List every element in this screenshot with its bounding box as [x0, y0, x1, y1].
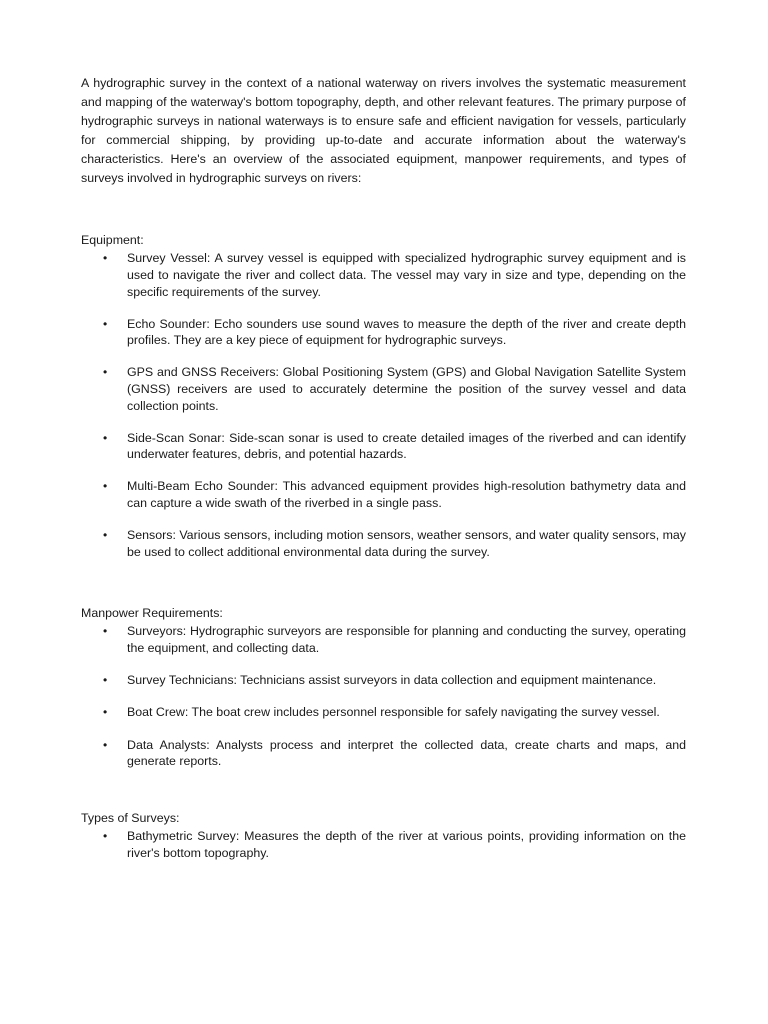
list-item-text: Echo Sounder: Echo sounders use sound waves to measure the depth of the river and create depth profiles. They are a key piece of equipment for hydrographic surveys. — [127, 316, 686, 348]
list-item-text: Survey Technicians: Technicians assist surveyors in data collection and equipment maintenance. — [127, 673, 657, 688]
list-item-text: Sensors: Various sensors, including motion sensors, weather sensors, and water quality sensors, may be used to collect additional environmental data during the survey. — [127, 527, 686, 559]
bullet-icon: • — [103, 316, 108, 331]
intro-paragraph: A hydrographic survey in the context of a national waterway on rivers involves the systematic measurement and mapping of the waterway's bottom topography, depth, and other relevant features. The primary purpose of hydrographic surveys in national waterways is to ensure safe and efficient navigation for vessels, particularly for commercial shipping, by providing up-to-date and accurate information about the waterway's characteristics. Here's an overview of the associated equipment, manpower requirements, and types of surveys involved in hydrographic surveys on rivers: — [81, 76, 686, 185]
list-item-text: Survey Vessel: A survey vessel is equipped with specialized hydrographic survey equipment and is used to navigate the river and collect data. The vessel may vary in size and type, depending on the specific requirements of the survey. — [127, 251, 686, 299]
list-item — [81, 737, 686, 770]
list-item — [81, 364, 686, 414]
list-item-text: Bathymetric Survey: Measures the depth of the river at various points, providing information on the river's bottom topography. — [127, 828, 686, 860]
list-item — [81, 527, 686, 560]
bullet-icon: • — [103, 430, 108, 445]
bullet-icon: • — [103, 624, 108, 639]
bullet-icon: • — [103, 737, 108, 752]
list-item — [81, 672, 686, 689]
list-item-text: GPS and GNSS Receivers: Global Positioning System (GPS) and Global Navigation Satellite System (GNSS) receivers are used to accurately determine the position of the survey vessel and data collection points. — [127, 365, 686, 413]
bullet-icon: • — [103, 251, 108, 266]
list-item — [81, 316, 686, 349]
list-item — [81, 704, 686, 721]
bullet-icon: • — [103, 365, 108, 380]
bullet-icon: • — [103, 527, 108, 542]
types-list — [81, 828, 686, 861]
list-item — [81, 250, 686, 300]
list-item-text: Side-Scan Sonar: Side-scan sonar is used to create detailed images of the riverbed and can identify underwater features, debris, and potential hazards. — [127, 430, 686, 462]
equipment-list — [81, 250, 686, 560]
list-item — [81, 430, 686, 463]
bullet-icon: • — [103, 479, 108, 494]
list-item — [81, 828, 686, 861]
document-body — [81, 74, 686, 861]
list-item-text: Multi-Beam Echo Sounder: This advanced equipment provides high-resolution bathymetry data and can capture a wide swath of the riverbed in a single pass. — [127, 479, 686, 510]
types-heading: Types of Surveys: — [81, 811, 180, 826]
bullet-icon: • — [103, 828, 108, 843]
manpower-list — [81, 623, 686, 770]
manpower-heading: Manpower Requirements: — [81, 606, 223, 621]
list-item-text: Surveyors: Hydrographic surveyors are responsible for planning and conducting the survey, operating the equipment, and collecting data. — [127, 624, 686, 655]
list-item — [81, 623, 686, 656]
list-item-text: Boat Crew: The boat crew includes personnel responsible for safely navigating the survey vessel. — [127, 705, 660, 720]
list-item — [81, 478, 686, 511]
bullet-icon: • — [103, 705, 108, 720]
list-item-text: Data Analysts: Analysts process and interpret the collected data, create charts and maps, and generate reports. — [127, 737, 686, 769]
equipment-heading: Equipment: — [81, 233, 144, 248]
bullet-icon: • — [103, 673, 108, 688]
